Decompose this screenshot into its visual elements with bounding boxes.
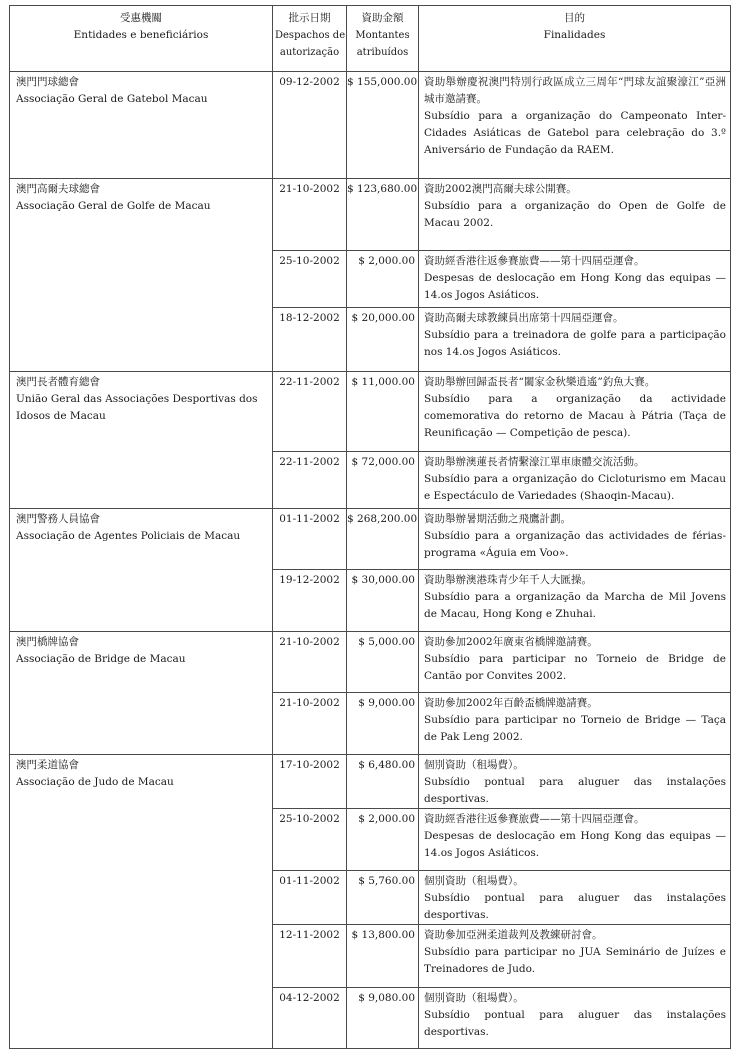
date-cell: 22-11-2002 bbox=[273, 372, 347, 452]
purpose-cn: 資助舉辦暑期活動之飛鷹計劃。 bbox=[424, 513, 571, 525]
amount-cell: $ 6,480.00 bbox=[347, 755, 419, 809]
entity-name-pt: Associação de Bridge de Macau bbox=[16, 653, 186, 665]
entity-cell bbox=[10, 755, 273, 1049]
purpose-cn: 資助舉辦澳港珠青少年千人大匯操。 bbox=[424, 574, 592, 586]
header-date bbox=[273, 6, 347, 72]
header-entity-cn: 受惠機關 bbox=[120, 12, 162, 24]
purpose-cell bbox=[419, 251, 731, 308]
entity-name-pt: Associação de Judo de Macau bbox=[16, 776, 174, 788]
header-amount-pt1: Montantes bbox=[355, 30, 410, 41]
entity-name-cn: 澳門警務人員協會 bbox=[16, 513, 100, 525]
header-date-pt2: autorização bbox=[279, 47, 340, 58]
purpose-cell bbox=[419, 570, 731, 632]
header-entity-pt: Entidades e beneficiários bbox=[73, 29, 209, 41]
purpose-cn: 資助舉辦慶祝澳門特別行政區成立三周年“門球友誼聚濠江”亞洲城市邀請賽。 bbox=[424, 76, 726, 105]
date-cell: 18-12-2002 bbox=[273, 308, 347, 372]
header-entity bbox=[10, 6, 273, 72]
entity-cell bbox=[10, 179, 273, 372]
date-cell: 19-12-2002 bbox=[273, 570, 347, 632]
purpose-cn: 資助經香港往返參賽旅費——第十四屆亞運會。 bbox=[424, 255, 645, 267]
entity-cell bbox=[10, 372, 273, 509]
entity-cell bbox=[10, 632, 273, 755]
date-cell: 25-10-2002 bbox=[273, 809, 347, 871]
table-row bbox=[10, 755, 731, 809]
purpose-cn: 資助參加2002年百齡盃橋牌邀請賽。 bbox=[424, 697, 598, 709]
date-cell: 22-11-2002 bbox=[273, 452, 347, 509]
purpose-cell bbox=[419, 755, 731, 809]
table-row bbox=[10, 72, 731, 179]
amount-cell: $ 5,760.00 bbox=[347, 871, 419, 925]
amount-cell: $ 20,000.00 bbox=[347, 308, 419, 372]
date-cell: 04-12-2002 bbox=[273, 988, 347, 1049]
table-row bbox=[10, 632, 731, 693]
date-cell: 25-10-2002 bbox=[273, 251, 347, 308]
header-row bbox=[10, 6, 731, 72]
purpose-pt: Subsídio pontual para aluguer das instalações desportivas. bbox=[424, 1009, 726, 1038]
date-cell: 21-10-2002 bbox=[273, 632, 347, 693]
amount-cell: $ 9,000.00 bbox=[347, 693, 419, 755]
table-row bbox=[10, 372, 731, 452]
purpose-pt: Subsídio para a organização do Cicloturismo em Macau e Espectáculo de Variedades (Shaoqin-Macau). bbox=[424, 473, 726, 502]
amount-cell: $ 5,000.00 bbox=[347, 632, 419, 693]
purpose-pt: Subsídio para a organização do Campeonato Inter-Cidades Asiáticas de Gatebol para celebração do 3.º Aniversário de Fundação da RAEM. bbox=[424, 110, 726, 156]
purpose-cn: 個別資助（租場費）。 bbox=[424, 992, 524, 1004]
purpose-cell bbox=[419, 809, 731, 871]
amount-cell: $ 72,000.00 bbox=[347, 452, 419, 509]
purpose-cell bbox=[419, 452, 731, 509]
purpose-cell bbox=[419, 72, 731, 179]
entity-name-pt: Associação Geral de Golfe de Macau bbox=[16, 200, 211, 212]
date-cell: 12-11-2002 bbox=[273, 925, 347, 988]
amount-cell: $ 155,000.00 bbox=[347, 72, 419, 179]
header-date-cn: 批示日期 bbox=[288, 12, 331, 24]
purpose-cell bbox=[419, 179, 731, 251]
purpose-cell bbox=[419, 693, 731, 755]
date-cell: 01-11-2002 bbox=[273, 871, 347, 925]
entity-name-pt: União Geral das Associações Desportivas dos Idosos de Macau bbox=[16, 393, 258, 422]
amount-cell: $ 30,000.00 bbox=[347, 570, 419, 632]
purpose-pt: Subsídio pontual para aluguer das instalações desportivas. bbox=[424, 892, 726, 921]
amount-cell: $ 2,000.00 bbox=[347, 251, 419, 308]
header-purpose bbox=[419, 6, 731, 72]
entity-name-cn: 澳門柔道協會 bbox=[16, 759, 79, 771]
purpose-pt: Subsídio para a organização do Open de Golfe de Macau 2002. bbox=[424, 200, 726, 229]
entity-name-cn: 澳門高爾夫球總會 bbox=[16, 183, 100, 195]
purpose-pt: Subsídio para participar no Torneio de Bridge de Cantão por Convites 2002. bbox=[424, 653, 726, 682]
purpose-cn: 資助參加2002年廣東省橋牌邀請賽。 bbox=[424, 636, 598, 648]
purpose-pt: Subsídio pontual para aluguer das instalações desportivas. bbox=[424, 776, 726, 805]
header-purpose-pt: Finalidades bbox=[543, 29, 606, 41]
purpose-cn: 資助2002澳門高爾夫球公開賽。 bbox=[424, 183, 577, 195]
purpose-cell bbox=[419, 871, 731, 925]
amount-cell: $ 123,680.00 bbox=[347, 179, 419, 251]
date-cell: 01-11-2002 bbox=[273, 509, 347, 570]
entity-name-cn: 澳門橋牌協會 bbox=[16, 636, 79, 648]
subsidy-document bbox=[9, 5, 730, 1048]
purpose-pt: Despesas de deslocação em Hong Kong das equipas — 14.os Jogos Asiáticos. bbox=[424, 830, 726, 859]
amount-cell: $ 9,080.00 bbox=[347, 988, 419, 1049]
header-purpose-cn: 目的 bbox=[564, 12, 585, 24]
purpose-pt: Subsídio para a organização da actividade comemorativa do retorno de Macau à Pátria (Taça de Reunificação — Competição de pesca). bbox=[424, 393, 726, 439]
purpose-pt: Subsídio para participar no JUA Seminário de Juízes e Treinadores de Judo. bbox=[424, 946, 726, 975]
purpose-cn: 資助經香港往返參賽旅費——第十四屆亞運會。 bbox=[424, 813, 645, 825]
purpose-cell bbox=[419, 925, 731, 988]
purpose-pt: Subsídio para participar no Torneio de Bridge — Taça de Pak Leng 2002. bbox=[424, 714, 726, 743]
purpose-pt: Despesas de deslocação em Hong Kong das equipas — 14.os Jogos Asiáticos. bbox=[424, 272, 726, 301]
purpose-cn: 資助舉辦回歸盃長者“闔家金秋樂逍遙”釣魚大賽。 bbox=[424, 376, 656, 388]
date-cell: 21-10-2002 bbox=[273, 179, 347, 251]
header-amount-pt2: atribuídos bbox=[356, 47, 409, 58]
purpose-pt: Subsídio para a organização da Marcha de Mil Jovens de Macau, Hong Kong e Zhuhai. bbox=[424, 591, 726, 620]
purpose-cn: 資助參加亞洲柔道裁判及教練研討會。 bbox=[424, 929, 603, 941]
amount-cell: $ 2,000.00 bbox=[347, 809, 419, 871]
header-date-pt1: Despachos de bbox=[275, 30, 346, 41]
purpose-cell bbox=[419, 632, 731, 693]
entity-name-cn: 澳門長者體育總會 bbox=[16, 376, 100, 388]
header-amount bbox=[347, 6, 419, 72]
purpose-cn: 資助舉辦澳蓮長者情繫濠江單車康體交流活動。 bbox=[424, 456, 645, 468]
amount-cell: $ 268,200.00 bbox=[347, 509, 419, 570]
table-row bbox=[10, 509, 731, 570]
entity-name-cn: 澳門門球總會 bbox=[16, 76, 79, 88]
purpose-cn: 資助高爾夫球教練員出席第十四屆亞運會。 bbox=[424, 312, 624, 324]
entity-cell bbox=[10, 509, 273, 632]
amount-cell: $ 13,800.00 bbox=[347, 925, 419, 988]
header-amount-cn: 資助金額 bbox=[361, 12, 404, 24]
amount-cell: $ 11,000.00 bbox=[347, 372, 419, 452]
entity-name-pt: Associação de Agentes Policiais de Macau bbox=[16, 530, 241, 542]
table-body bbox=[10, 72, 731, 1049]
purpose-pt: Subsídio para a organização das actividades de férias-programa «Águia em Voo». bbox=[424, 530, 726, 559]
entity-name-pt: Associação Geral de Gatebol Macau bbox=[16, 93, 208, 105]
entity-cell bbox=[10, 72, 273, 179]
date-cell: 21-10-2002 bbox=[273, 693, 347, 755]
purpose-cn: 個別資助（租場費）。 bbox=[424, 759, 524, 771]
purpose-pt: Subsídio para a treinadora de golfe para a participação nos 14.os Jogos Asiáticos. bbox=[424, 329, 726, 358]
purpose-cell bbox=[419, 988, 731, 1049]
date-cell: 09-12-2002 bbox=[273, 72, 347, 179]
table-row bbox=[10, 179, 731, 251]
purpose-cn: 個別資助（租場費）。 bbox=[424, 875, 524, 887]
date-cell: 17-10-2002 bbox=[273, 755, 347, 809]
purpose-cell bbox=[419, 372, 731, 452]
subsidy-table bbox=[9, 5, 731, 1049]
purpose-cell bbox=[419, 509, 731, 570]
purpose-cell bbox=[419, 308, 731, 372]
